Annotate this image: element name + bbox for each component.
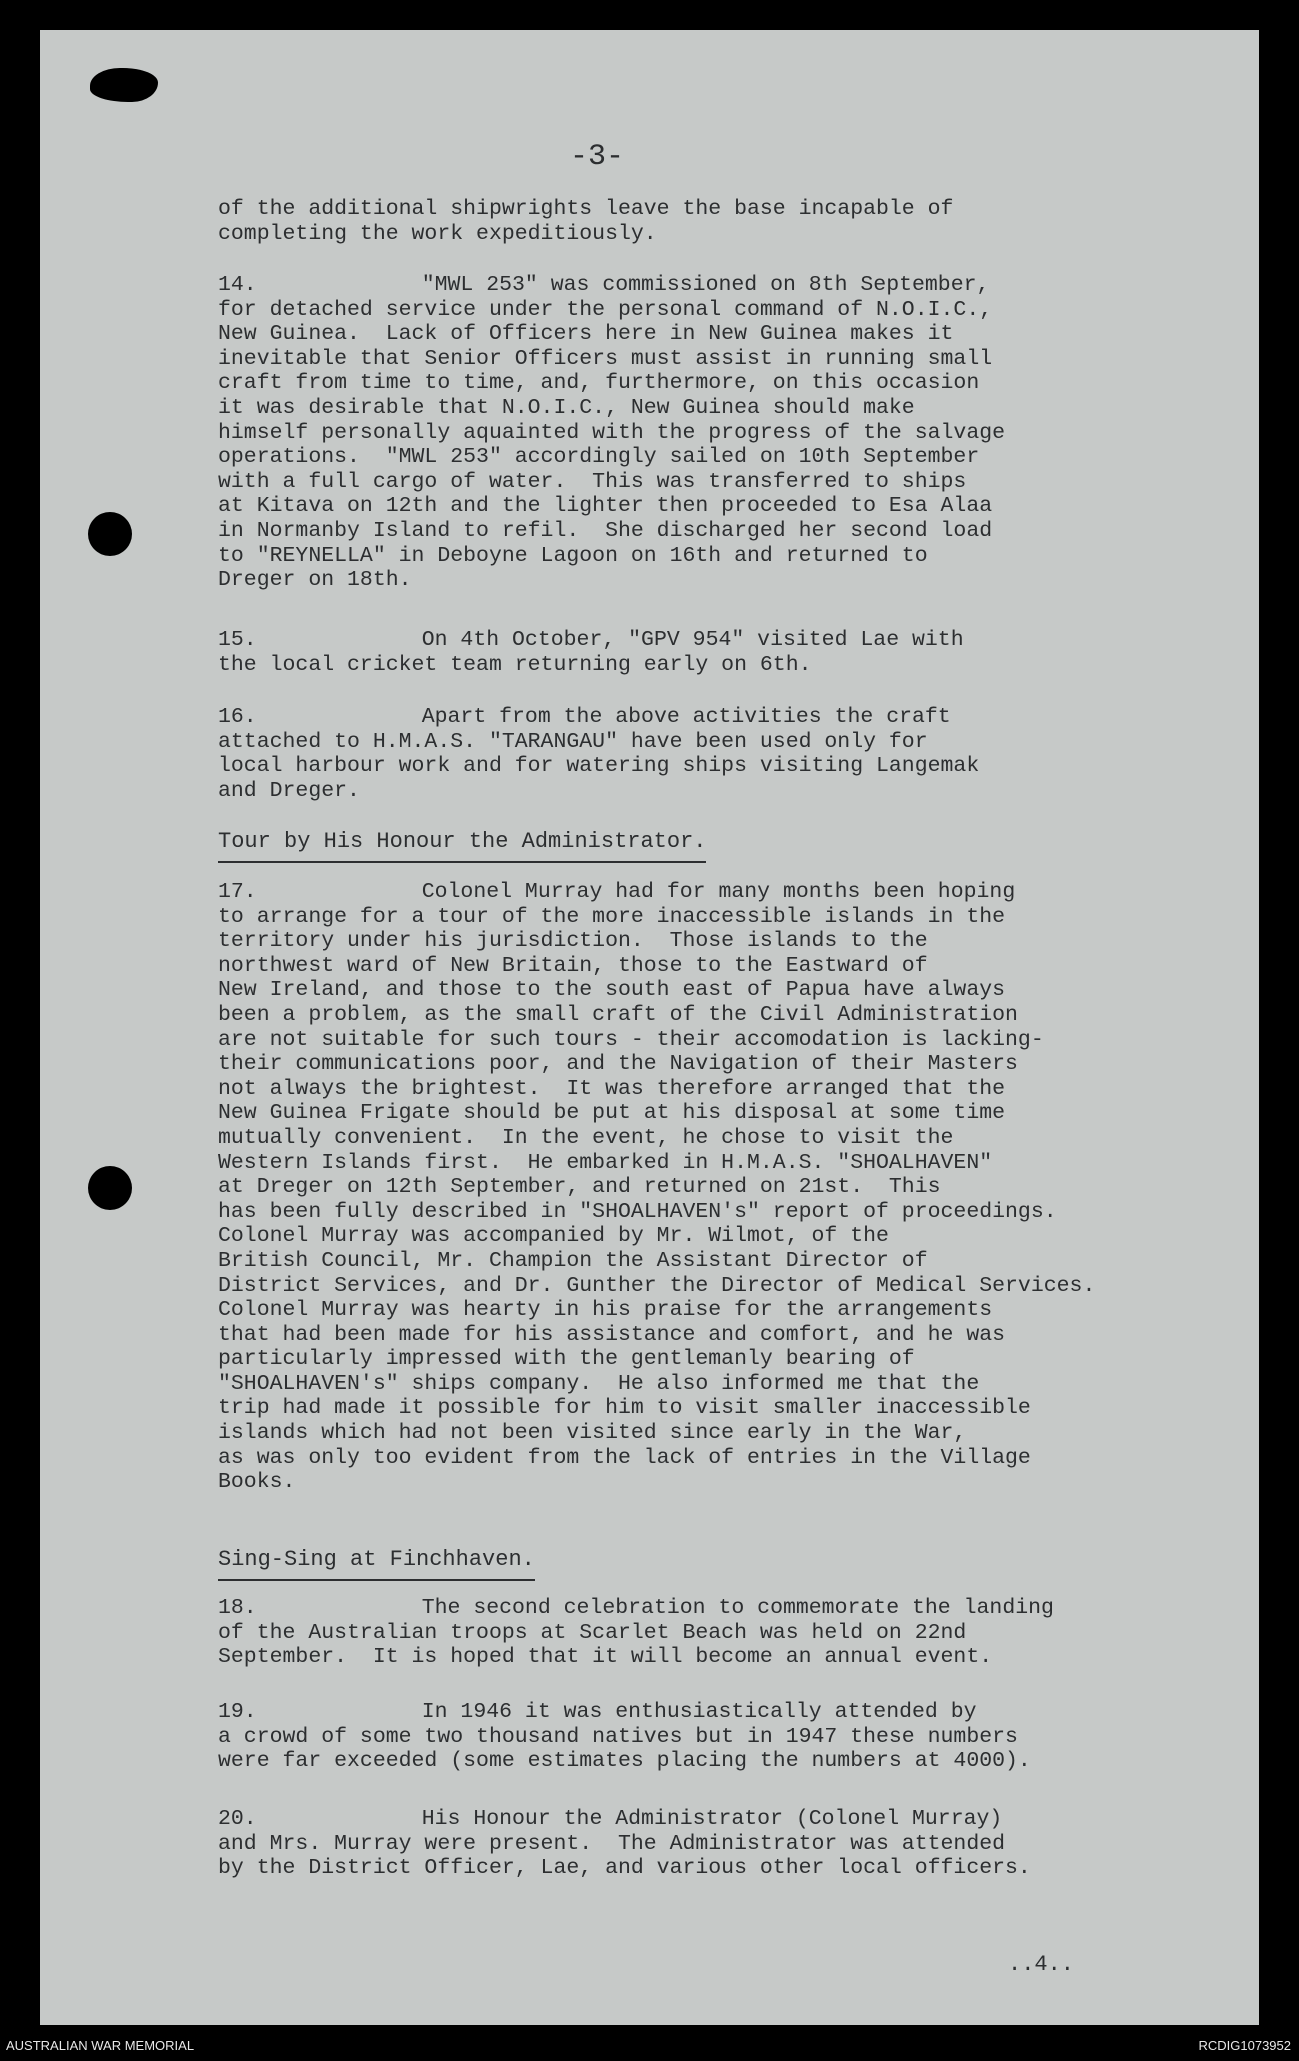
paragraph-number: 20. [218,1807,257,1831]
section-heading-tour: Tour by His Honour the Administrator. [218,830,706,863]
paragraph-19 [218,1700,1218,1774]
page-number: -3- [570,140,625,174]
paragraph-number: 18. [218,1596,257,1620]
paragraph-number: 19. [218,1700,257,1724]
ink-blot [90,68,158,102]
paragraph-text: In 1946 it was enthusiastically attended by a crowd of some two thousand natives but in 1947 these numbers were far exceeded (some estimates placing the numbers at 4000). [218,1700,1031,1774]
paragraph-text: "MWL 253" was commissioned on 8th September, for detached service under the personal command of N.O.I.C., New Guinea. Lack of Officers here in New Guinea makes it inevitable that Senior Officers must assist in running small craft from time to time, and, furthermore, on this occasion it was desirable that N.O.I.C., New Guinea should make himself personally aquainted with the progress of the salvage operations. "MWL 253" accordingly sailed on 10th September with a full cargo of water. This was transferred to ships at Kitava on 12th and the lighter then proceeded to Esa Alaa in Normanby Island to refil. She discharged her second load to "REYNELLA" in Deboyne Lagoon on 16th and returned to Dreger on 18th. [218,273,1006,593]
punch-hole [88,1166,132,1210]
archive-footer [0,2025,1299,2061]
archive-id: RCDIG1073952 [1198,2038,1291,2053]
paragraph-text: Colonel Murray had for many months been hoping to arrange for a tour of the more inaccessible islands in the territory under his jurisdiction. Those islands to the northwest ward of New Britain, those to the Eastward of New Ireland, and those to the south east of Papua have always been a problem, as the small craft of the Civil Administration are not suitable for such tours - their accomodation is lacking- their communications poor, and the Navigation of their Masters not always the brightest. It was therefore arranged that the New Guinea Frigate should be put at his disposal at some time mutually convenient. In the event, he chose to visit the Western Islands first. He embarked in H.M.A.S. "SHOALHAVEN" at Dreger on 12th September, and returned on 21st. This has been fully described in "SHOALHAVEN's" report of proceedings. Colonel Murray was accompanied by Mr. Wilmot, of the British Council, Mr. Champion the Assistant Director of District Services, and Dr. Gunther the Director of Medical Services. Colonel Murray was hearty in his praise for the arrangements that had been made for his assistance and comfort, and he was particularly impressed with the gentlemanly bearing of "SHOALHAVEN's" ships company. He also informed me that the trip had made it possible for him to visit smaller inaccessible islands which had not been visited since early in the War, as was only too evident from the lack of entries in the Village Books. [218,880,1096,1495]
document-page [40,30,1259,2025]
paragraph-text: On 4th October, "GPV 954" visited Lae with the local cricket team returning early on 6th. [218,628,964,677]
section-heading-singsing: Sing-Sing at Finchhaven. [218,1548,535,1581]
punch-hole [88,512,132,556]
paragraph-number: 14. [218,273,257,297]
paragraph-20 [218,1807,1218,1881]
continuation-text: of the additional shipwrights leave the base incapable of completing the work expeditiously. [218,197,954,246]
archive-name: AUSTRALIAN WAR MEMORIAL [6,2038,195,2053]
paragraph-text: His Honour the Administrator (Colonel Murray) and Mrs. Murray were present. The Administrator was attended by the District Officer, Lae, and various other local officers. [218,1807,1031,1881]
next-page-marker: ..4.. [1008,1952,1075,1977]
paragraph-text: The second celebration to commemorate the landing of the Australian troops at Scarlet Beach was held on 22nd September. It is hoped that it will become an annual event. [218,1596,1054,1670]
paragraph-14 [218,273,1218,593]
paragraph-15 [218,628,1218,677]
paragraph-text: Apart from the above activities the craft attached to H.M.A.S. "TARANGAU" have been used only for local harbour work and for watering ships visiting Langemak and Dreger. [218,705,980,803]
paragraph-number: 17. [218,880,257,904]
paragraph-18 [218,1596,1218,1670]
paragraph-number: 15. [218,628,257,652]
paragraph-16 [218,705,1218,803]
paragraph-number: 16. [218,705,257,729]
paragraph-17 [218,880,1218,1495]
